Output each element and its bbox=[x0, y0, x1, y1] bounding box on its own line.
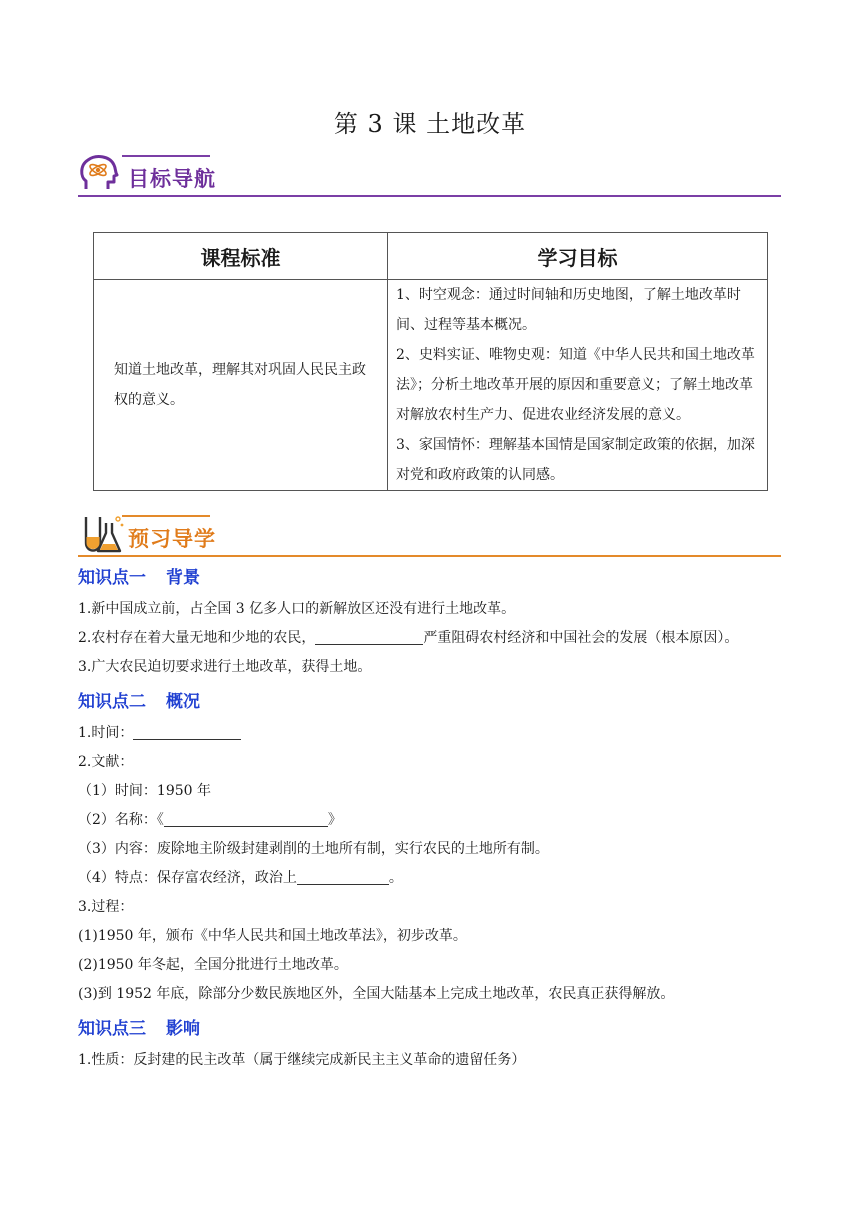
kp2-doc-2 bbox=[78, 806, 798, 835]
kp-number: 知识点二 bbox=[78, 692, 146, 712]
fill-in-blank[interactable] bbox=[133, 723, 241, 740]
kp-topic: 影响 bbox=[166, 1019, 200, 1039]
header-learning-goals: 学习目标 bbox=[388, 233, 768, 280]
goal-item: 2、史料实证、唯物史观：知道《中华人民共和国土地改革法》；分析土地改革开展的原因和重要意义；了解土地改革对解放农村生产力、促进农业经济发展的意义。 bbox=[396, 347, 755, 423]
kp2-time bbox=[78, 719, 798, 748]
kp2-process-3: (3)到 1952 年底，除部分少数民族地区外，全国大陆基本上完成土地改革，农民真正获得解放。 bbox=[78, 986, 675, 1002]
learning-goals-cell bbox=[388, 280, 768, 491]
goal-item: 1、时空观念：通过时间轴和历史地图，了解土地改革时间、过程等基本概况。 bbox=[396, 287, 741, 333]
kp1-line-2-start: 2.农村存在着大量无地和少地的农民， bbox=[78, 630, 316, 646]
head-atom-icon bbox=[78, 153, 122, 191]
kp2-doc-3: （3）内容：废除地主阶级封建剥削的土地所有制，实行农民的土地所有制。 bbox=[78, 841, 549, 857]
kp2-doc-2-end: 》 bbox=[327, 812, 342, 828]
section-header-goals bbox=[78, 153, 781, 197]
course-standard-text: 知道土地改革，理解其对巩固人民民主政权的意义。 bbox=[114, 362, 366, 408]
kp3-line-1: 1.性质：反封建的民主改革（属于继续完成新民主主义革命的遗留任务） bbox=[78, 1052, 526, 1068]
section-title-goals: 目标导航 bbox=[128, 167, 216, 191]
kp2-process-1: (1)1950 年，颁布《中华人民共和国土地改革法》，初步改革。 bbox=[78, 928, 467, 944]
kp2-doc-4-start: （4）特点：保存富农经济，政治上 bbox=[78, 870, 297, 886]
kp2-doc-1: （1）时间：1950 年 bbox=[78, 783, 211, 799]
kp-number: 知识点三 bbox=[78, 1019, 146, 1039]
goal-item: 3、家国情怀：理解基本国情是国家制定政策的依据，加深对党和政府政策的认同感。 bbox=[396, 437, 755, 483]
section-title-preview: 预习导学 bbox=[128, 527, 216, 551]
header-course-standard: 课程标准 bbox=[94, 233, 388, 280]
kp1-line-2 bbox=[78, 624, 798, 653]
fill-in-blank[interactable] bbox=[297, 868, 389, 885]
fill-in-blank[interactable] bbox=[315, 628, 423, 645]
course-standard-cell bbox=[94, 280, 388, 491]
fill-in-blank[interactable] bbox=[164, 810, 328, 827]
standards-table bbox=[93, 232, 768, 491]
kp-number: 知识点一 bbox=[78, 568, 146, 588]
header-top-rule bbox=[122, 155, 210, 157]
kp1-line-3: 3.广大农民迫切要求进行土地改革，获得土地。 bbox=[78, 659, 372, 675]
kp2-process-2: (2)1950 年冬起，全国分批进行土地改革。 bbox=[78, 957, 348, 973]
kp2-doc-2-start: （2）名称：《 bbox=[78, 812, 164, 828]
knowledge-point-3-heading bbox=[78, 1013, 798, 1046]
kp-topic: 概况 bbox=[166, 692, 200, 712]
kp2-process: 3.过程： bbox=[78, 899, 134, 915]
kp1-line-1: 1.新中国成立前，占全国 3 亿多人口的新解放区还没有进行土地改革。 bbox=[78, 601, 516, 617]
lesson-title: 第 3 课 土地改革 bbox=[333, 110, 527, 138]
lab-flask-icon bbox=[78, 513, 126, 555]
kp-topic: 背景 bbox=[166, 568, 200, 588]
section-header-preview bbox=[78, 513, 781, 557]
header-bottom-rule bbox=[78, 195, 781, 197]
preview-content bbox=[78, 562, 798, 1075]
header-top-rule bbox=[122, 515, 210, 517]
knowledge-point-2-heading bbox=[78, 686, 798, 719]
knowledge-point-1-heading bbox=[78, 562, 798, 595]
kp2-doc: 2.文献： bbox=[78, 754, 134, 770]
header-bottom-rule bbox=[78, 555, 781, 557]
kp2-doc-4 bbox=[78, 864, 798, 893]
kp2-time-label: 1.时间： bbox=[78, 725, 134, 741]
kp1-line-2-end: 严重阻碍农村经济和中国社会的发展（根本原因）。 bbox=[423, 630, 739, 646]
kp2-doc-4-end: 。 bbox=[388, 870, 403, 886]
